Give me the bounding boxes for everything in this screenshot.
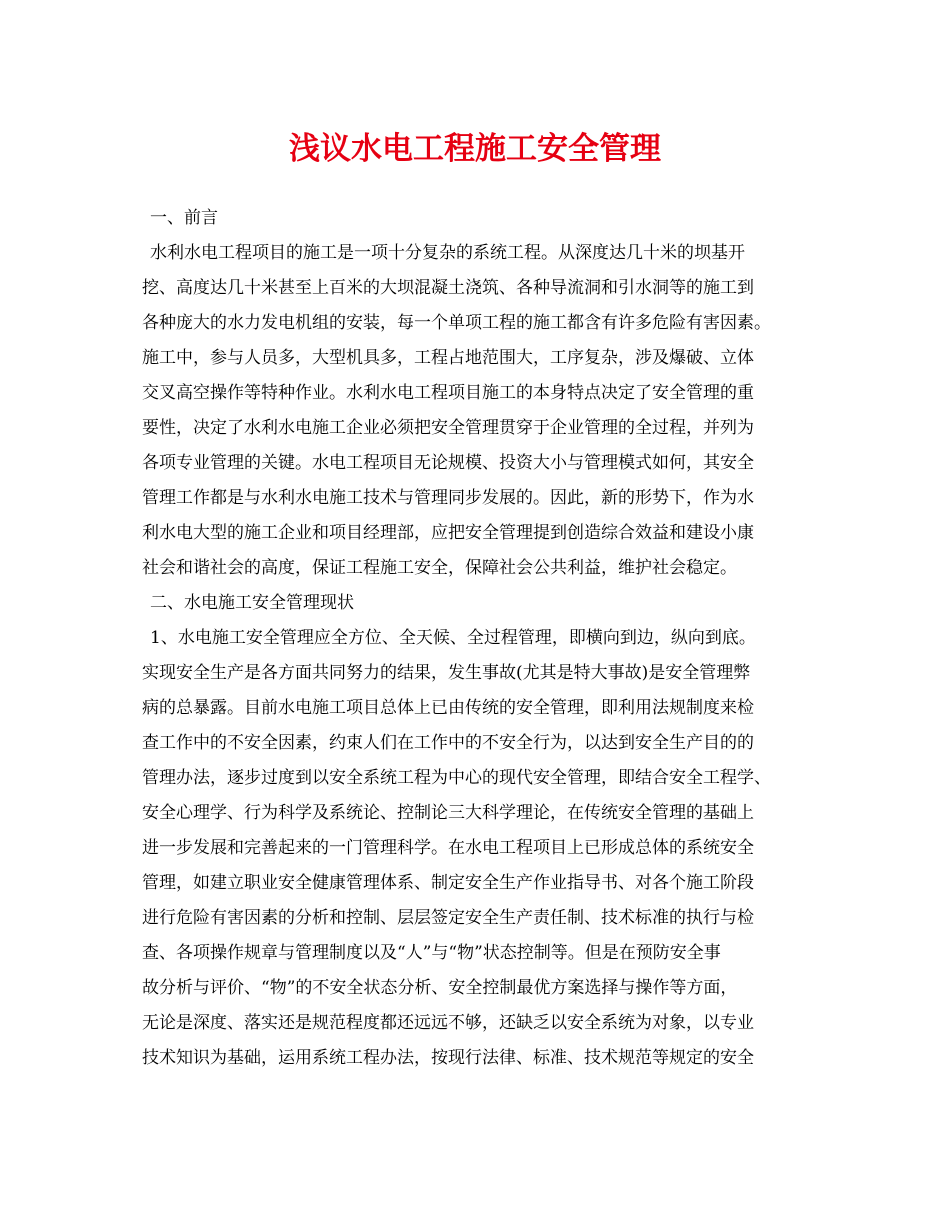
paragraph-line: 病的总暴露。目前水电施工项目总体上已由传统的安全管理，即利用法规制度来检	[142, 698, 754, 718]
paragraph-line: 技术知识为基础，运用系统工程办法，按现行法律、标准、技术规范等规定的安全	[142, 1048, 754, 1068]
paragraph-line: 故分析与评价、“物”的不安全状态分析、安全控制最优方案选择与操作等方面，	[142, 978, 738, 998]
section-heading-status: 二、水电施工安全管理现状	[150, 593, 354, 613]
paragraph-line: 1、水电施工安全管理应全方位、全天候、全过程管理，即横向到边，纵向到底。	[150, 628, 756, 648]
document-title: 浅议水电工程施工安全管理	[289, 131, 661, 167]
section-heading-preface: 一、前言	[150, 208, 218, 228]
paragraph-line: 利水电大型的施工企业和项目经理部，应把安全管理提到创造综合效益和建设小康	[142, 523, 754, 543]
paragraph-line: 查工作中的不安全因素，约束人们在工作中的不安全行为，以达到安全生产目的的	[142, 733, 754, 753]
paragraph-line: 安全心理学、行为科学及系统论、控制论三大科学理论，在传统安全管理的基础上	[142, 803, 754, 823]
paragraph-line: 施工中，参与人员多，大型机具多，工程占地范围大，工序复杂，涉及爆破、立体	[142, 348, 754, 368]
paragraph-line: 管理，如建立职业安全健康管理体系、制定安全生产作业指导书、对各个施工阶段	[142, 873, 754, 893]
paragraph-line: 各种庞大的水力发电机组的安装，每一个单项工程的施工都含有许多危险有害因素。	[142, 313, 771, 333]
paragraph-line: 各项专业管理的关键。水电工程项目无论规模、投资大小与管理模式如何，其安全	[142, 453, 754, 473]
paragraph-line: 管理办法，逐步过度到以安全系统工程为中心的现代安全管理，即结合安全工程学、	[142, 768, 771, 788]
paragraph-line: 查、各项操作规章与管理制度以及“人”与“物”状态控制等。但是在预防安全事	[142, 943, 721, 963]
paragraph-line: 进一步发展和完善起来的一门管理科学。在水电工程项目上已形成总体的系统安全	[142, 838, 754, 858]
paragraph-line: 交叉高空操作等特种作业。水利水电工程项目施工的本身特点决定了安全管理的重	[142, 383, 754, 403]
paragraph-line: 水利水电工程项目的施工是一项十分复杂的系统工程。从深度达几十米的坝基开	[150, 243, 745, 263]
paragraph-line: 管理工作都是与水利水电施工技术与管理同步发展的。因此，新的形势下，作为水	[142, 488, 754, 508]
paragraph-line: 要性，决定了水利水电施工企业必须把安全管理贯穿于企业管理的全过程，并列为	[142, 418, 754, 438]
paragraph-line: 挖、高度达几十米甚至上百米的大坝混凝土浇筑、各种导流洞和引水洞等的施工到	[142, 278, 754, 298]
paragraph-line: 进行危险有害因素的分析和控制、层层签定安全生产责任制、技术标准的执行与检	[142, 908, 754, 928]
paragraph-line: 社会和谐社会的高度，保证工程施工安全，保障社会公共利益，维护社会稳定。	[142, 558, 737, 578]
paragraph-line: 实现安全生产是各方面共同努力的结果，发生事故(尤其是特大事故)是安全管理弊	[142, 663, 751, 683]
paragraph-line: 无论是深度、落实还是规范程度都还远远不够，还缺乏以安全系统为对象，以专业	[142, 1013, 754, 1033]
